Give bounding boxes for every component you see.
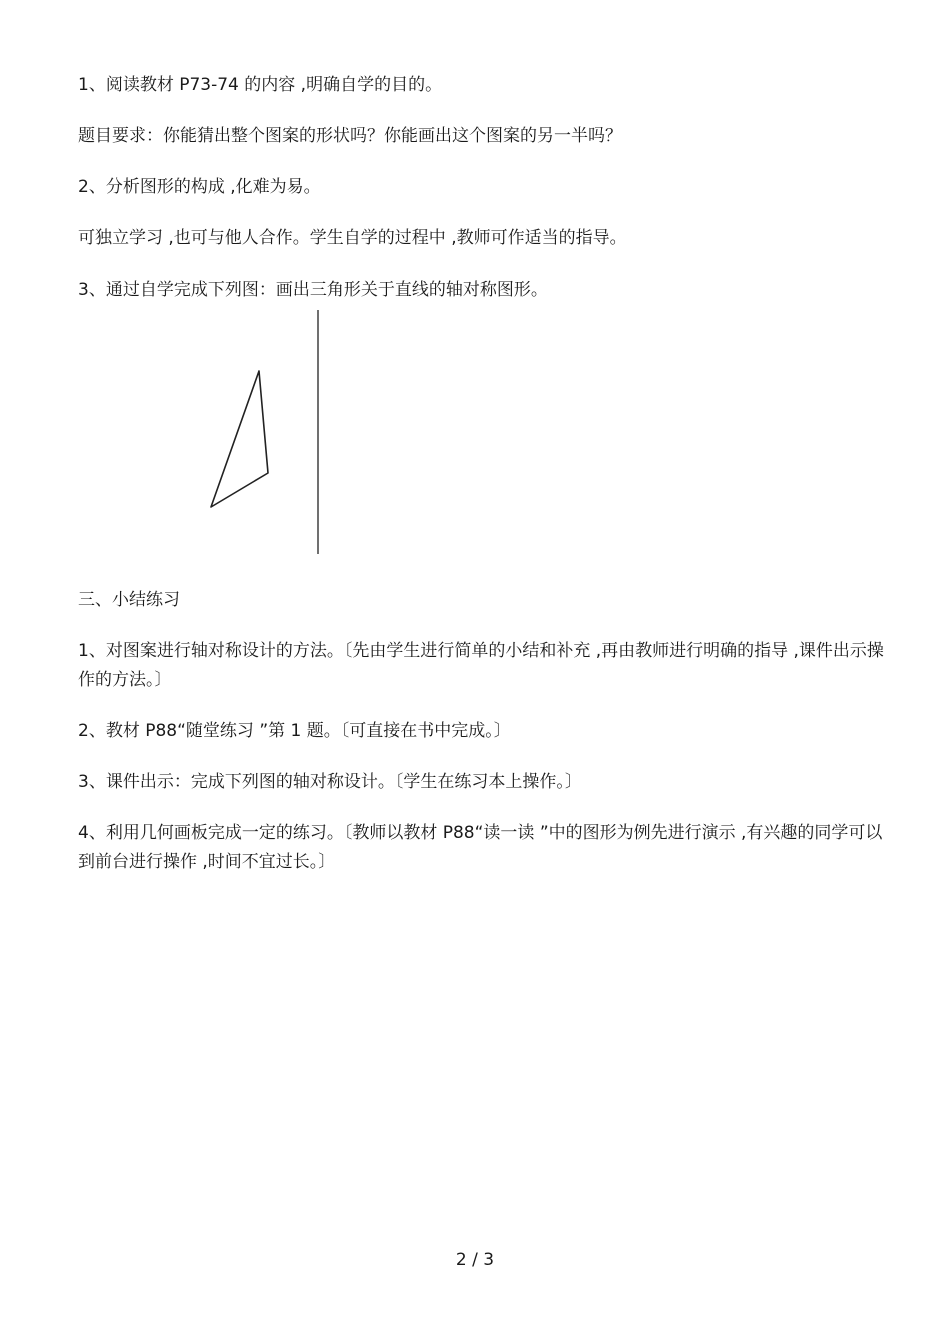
step-1-read-textbook: 1、阅读教材 P73-74 的内容 ,明确自学的目的。	[78, 75, 443, 95]
step-2-analyze-figure: 2、分析图形的构成 ,化难为易。	[78, 177, 321, 197]
page-number: 2 / 3	[455, 1250, 495, 1270]
step-3-draw-symmetry: 3、通过自学完成下列图：画出三角形关于直线的轴对称图形。	[78, 280, 548, 300]
study-mode-note: 可独立学习 ,也可与他人合作。学生自学的过程中 ,教师可作适当的指导。	[78, 228, 627, 248]
symmetry-figure	[0, 0, 950, 580]
section-heading-summary: 三、小结练习	[78, 590, 180, 610]
triangle-shape	[211, 371, 268, 507]
summary-item-1: 1、对图案进行轴对称设计的方法。〔先由学生进行简单的小结和补充 ,再由教师进行明确的指导 ,课件出示操作的方法。〕	[78, 641, 884, 690]
task-requirement: 题目要求：你能猜出整个图案的形状吗？你能画出这个图案的另一半吗？	[78, 126, 622, 146]
summary-item-4: 4、利用几何画板完成一定的练习。〔教师以教材 P88“读一读 ”中的图形为例先进行演示 ,有兴趣的同学可以到前台进行操作 ,时间不宜过长。〕	[78, 823, 883, 872]
summary-item-2: 2、教材 P88“随堂练习 ”第 1 题。〔可直接在书中完成。〕	[78, 721, 511, 741]
summary-item-3: 3、课件出示：完成下列图的轴对称设计。〔学生在练习本上操作。〕	[78, 772, 582, 792]
